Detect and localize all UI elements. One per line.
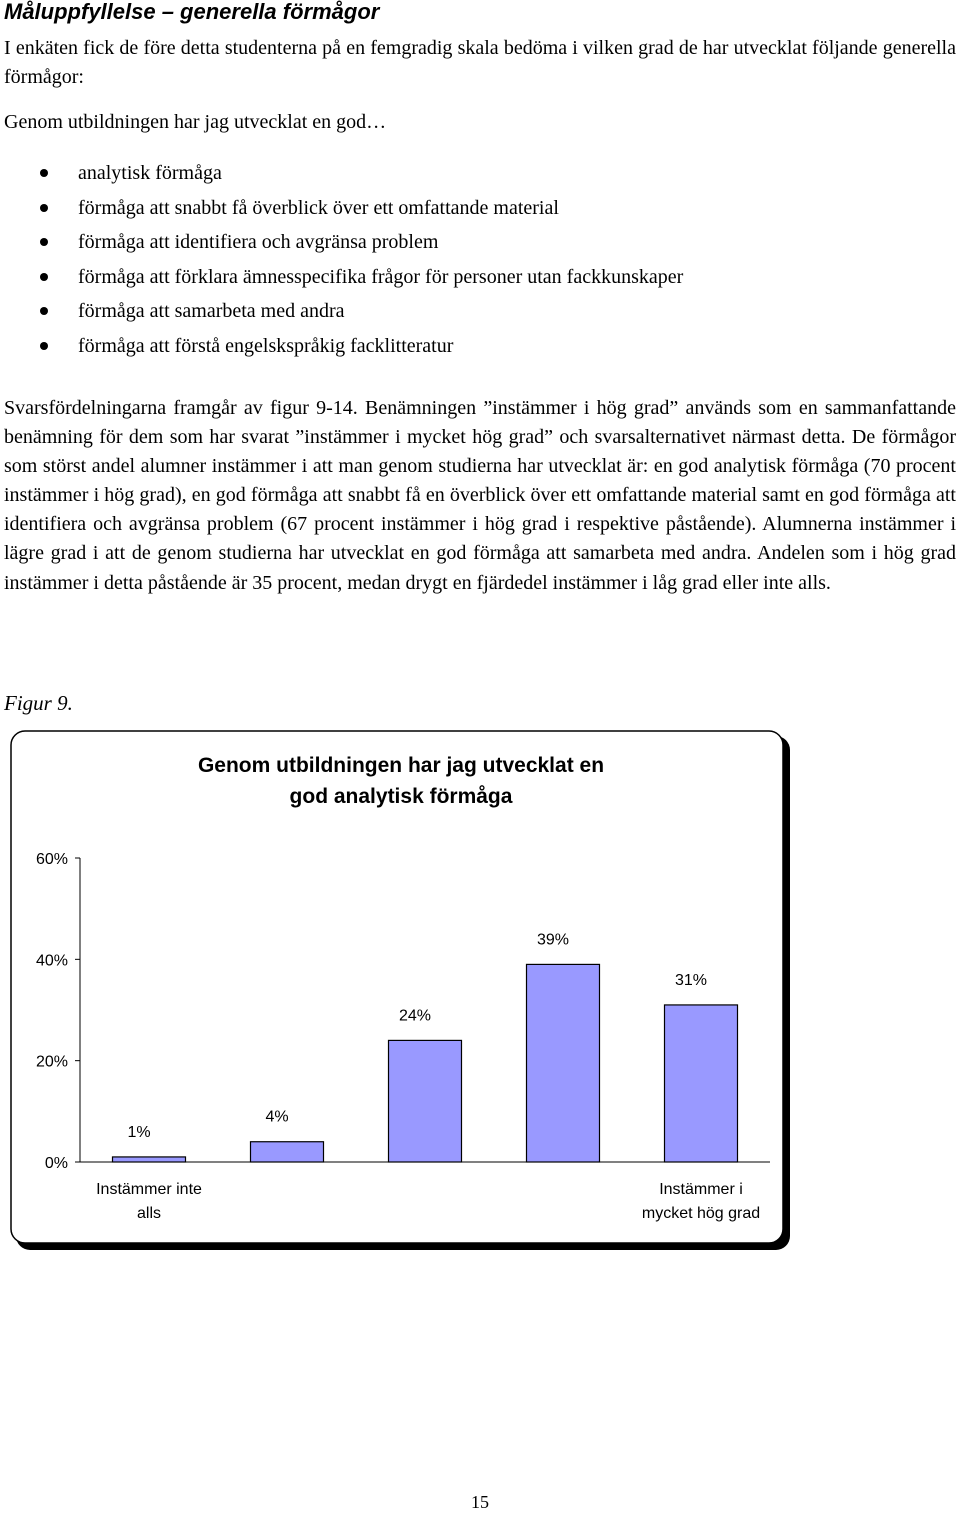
- list-item-text: förmåga att snabbt få överblick över ett omfattande material: [78, 196, 559, 219]
- bar: [113, 1157, 186, 1162]
- x-category-label: Instämmer inte: [96, 1181, 202, 1198]
- bullet-icon: [40, 238, 48, 246]
- bar: [389, 1040, 462, 1162]
- y-tick-label: 40%: [35, 952, 68, 970]
- bullet-icon: [40, 307, 48, 315]
- bullet-icon: [40, 204, 48, 212]
- x-category-label: alls: [136, 1205, 162, 1222]
- bar-value-label: 31%: [674, 971, 708, 989]
- page-number: 15: [471, 1492, 489, 1512]
- bar-value-label: 24%: [398, 1007, 432, 1025]
- figure-label: Figur 9.: [4, 691, 73, 715]
- x-category-label: Instämmer i: [659, 1181, 743, 1198]
- bar: [527, 964, 600, 1162]
- ability-list: [0, 156, 683, 363]
- chart-container: [10, 730, 794, 1254]
- list-item-text: förmåga att identifiera och avgränsa problem: [78, 231, 439, 253]
- body-paragraph: Svarsfördelningarna framgår av figur 9-14. Benämningen ”instämmer i hög grad” används som en sammanfattande benämning för dem som har svarat ”instämmer i mycket hög grad” och svarsalternativet närmast detta. De förmågor som störst andel alumner instämmer i att man genom studierna har utvecklat är: en god analytisk förmåga (70 procent instämmer i hög grad), en god förmåga att snabbt få en överblick över ett omfattande material samt en god förmåga att identifiera och avgränsa problem (67 procent instämmer i hög grad i respektive påstående). Alumnerna instämmer i lägre grad i att de genom studierna har utvecklat en god förmåga att samarbeta med andra. Andelen som i hög grad instämmer i detta påstående är 35 procent, medan drygt en fjärdedel instämmer i låg grad eller inte alls.: [4, 397, 956, 594]
- bullet-icon: [40, 273, 48, 281]
- list-item-text: förmåga att förklara ämnesspecifika frågor för personer utan fackkunskaper: [78, 265, 684, 288]
- chart-title-line-2: god analytisk förmåga: [289, 785, 513, 808]
- list-item: [0, 294, 683, 329]
- list-item: [0, 156, 683, 191]
- bar: [665, 1005, 738, 1162]
- bar-value-label: 39%: [536, 931, 570, 949]
- bullet-icon: [40, 169, 48, 177]
- lead-sentence: Genom utbildningen har jag utvecklat en god…: [4, 111, 387, 133]
- intro-paragraph: I enkäten fick de före detta studenterna på en femgradig skala bedöma i vilken grad de har utvecklat följande generella förmågor:: [4, 37, 956, 88]
- x-category-label: mycket hög grad: [641, 1205, 761, 1222]
- chart-title-line-1: Genom utbildningen har jag utvecklat en: [197, 754, 605, 777]
- bar: [251, 1142, 324, 1162]
- y-tick-label: 20%: [35, 1053, 68, 1071]
- bar-chart: [10, 730, 794, 1254]
- list-item-text: förmåga att förstå engelskspråkig facklitteratur: [78, 334, 454, 357]
- list-item: [0, 225, 683, 260]
- y-tick-label: 0%: [44, 1155, 68, 1172]
- bar-value-label: 4%: [265, 1108, 289, 1126]
- list-item-text: analytisk förmåga: [78, 162, 222, 184]
- list-item: [0, 191, 683, 226]
- list-item: [0, 329, 683, 364]
- list-item-text: förmåga att samarbeta med andra: [78, 300, 345, 322]
- y-tick-label: 60%: [35, 851, 68, 868]
- bullet-icon: [40, 342, 48, 350]
- bar-value-label: 1%: [127, 1123, 151, 1141]
- list-item: [0, 260, 683, 295]
- section-title: Måluppfyllelse – generella förmågor: [4, 0, 380, 24]
